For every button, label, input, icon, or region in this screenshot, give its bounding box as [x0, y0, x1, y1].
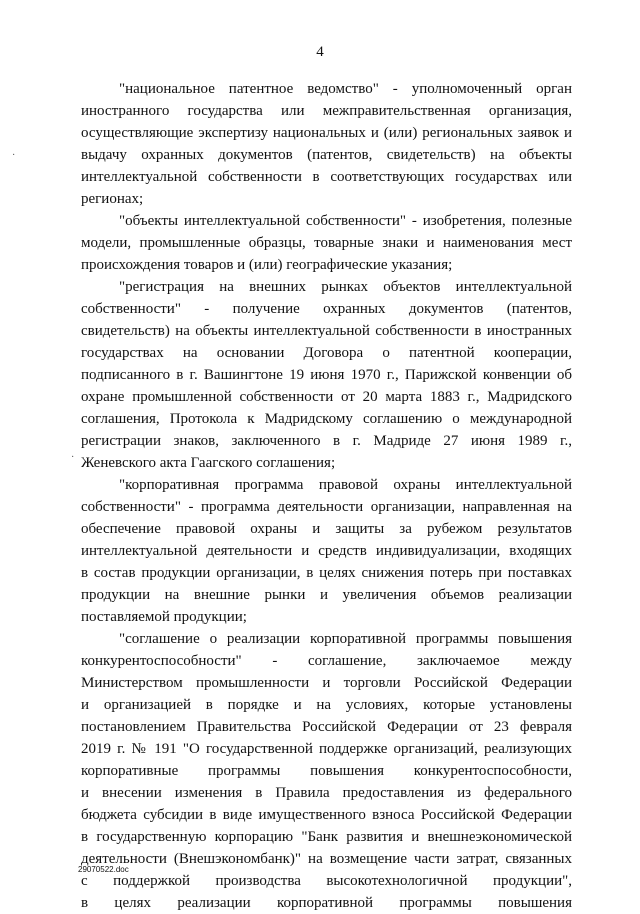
- paragraph: [81, 78, 572, 210]
- text-line: в состав продукции организации, в целях снижения потерь при поставках: [81, 565, 572, 581]
- text-line: Женевского акта Гаагского соглашения;: [81, 455, 336, 471]
- text-line: и организацией в порядке и на условиях, которые установлены: [81, 697, 572, 713]
- text-line: постановлением Правительства Российской Федерации от 23 февраля: [81, 719, 572, 735]
- paragraph: [81, 474, 572, 628]
- text-line: подписанного в г. Вашингтоне 19 июня 1970 г., Парижской конвенции об: [81, 367, 572, 383]
- text-line: происхождения товаров и (или) географические указания;: [81, 257, 453, 273]
- text-line: регионах;: [81, 191, 144, 207]
- text-line: и внесении изменения в Правила предоставления из федерального: [81, 785, 572, 801]
- text-line: деятельности (Внешэкономбанк)" на возмещение части затрат, связанных: [81, 851, 572, 867]
- paragraph: [81, 210, 572, 276]
- text-line: интеллектуальной деятельности и средств индивидуализации, входящих: [81, 543, 572, 559]
- text-line: "соглашение о реализации корпоративной программы повышения: [119, 631, 572, 647]
- text-line: охране промышленной собственности от 20 марта 1883 г., Мадридского: [81, 389, 572, 405]
- text-line: "корпоративная программа правовой охраны интеллектуальной: [119, 477, 572, 493]
- text-line: осуществляющие экспертизу национальных и (или) региональных заявок и: [81, 125, 572, 141]
- margin-dot: ·: [71, 452, 75, 463]
- text-line: государствах на основании Договора о патентной кооперации,: [81, 345, 572, 361]
- text-line: с поддержкой производства высокотехнологичной продукции",: [81, 873, 572, 889]
- paragraph: [81, 276, 572, 474]
- text-line: собственности" - программа деятельности организации, направленная на: [81, 499, 572, 515]
- margin-dot: ·: [12, 150, 16, 161]
- text-line: интеллектуальной собственности в соответствующих государствах или: [81, 169, 572, 185]
- text-line: продукции на внешние рынки и увеличения объемов реализации: [81, 587, 572, 603]
- page-number: 4: [316, 44, 324, 60]
- text-line: в целях реализации корпоративной программы повышения: [81, 895, 572, 911]
- text-line: "национальное патентное ведомство" - уполномоченный орган: [119, 81, 572, 97]
- text-line: обеспечение правовой охраны и защиты за рубежом результатов: [81, 521, 572, 537]
- text-line: в государственную корпорацию "Банк развития и внешнеэкономической: [81, 829, 572, 845]
- text-line: "объекты интеллектуальной собственности" - изобретения, полезные: [119, 213, 572, 229]
- text-line: поставляемой продукции;: [81, 609, 247, 625]
- text-line: Министерством промышленности и торговли Российской Федерации: [81, 675, 572, 691]
- text-line: регистрации знаков, заключенного в г. Мадриде 27 июня 1989 г.,: [81, 433, 572, 449]
- document-body: [81, 78, 572, 914]
- footer-file-code: 29070522.doc: [78, 865, 129, 874]
- text-line: модели, промышленные образцы, товарные знаки и наименования мест: [81, 235, 572, 251]
- text-line: соглашения, Протокола к Мадридскому соглашению о международной: [81, 411, 572, 427]
- text-line: свидетельств) на объекты интеллектуальной собственности в иностранных: [81, 323, 572, 339]
- text-line: конкурентоспособности" - соглашение, заключаемое между: [81, 653, 572, 669]
- text-line: иностранного государства или межправительственная организация,: [81, 103, 572, 119]
- text-line: собственности" - получение охранных документов (патентов,: [81, 301, 572, 317]
- text-line: корпоративные программы повышения конкурентоспособности,: [81, 763, 572, 779]
- text-line: выдачу охранных документов (патентов, свидетельств) на объекты: [81, 147, 572, 163]
- text-line: 2019 г. № 191 "О государственной поддержке организаций, реализующих: [81, 741, 572, 757]
- text-line: бюджета субсидии в виде имущественного взноса Российской Федерации: [81, 807, 572, 823]
- text-line: "регистрация на внешних рынках объектов интеллектуальной: [119, 279, 572, 295]
- paragraph: [81, 628, 572, 914]
